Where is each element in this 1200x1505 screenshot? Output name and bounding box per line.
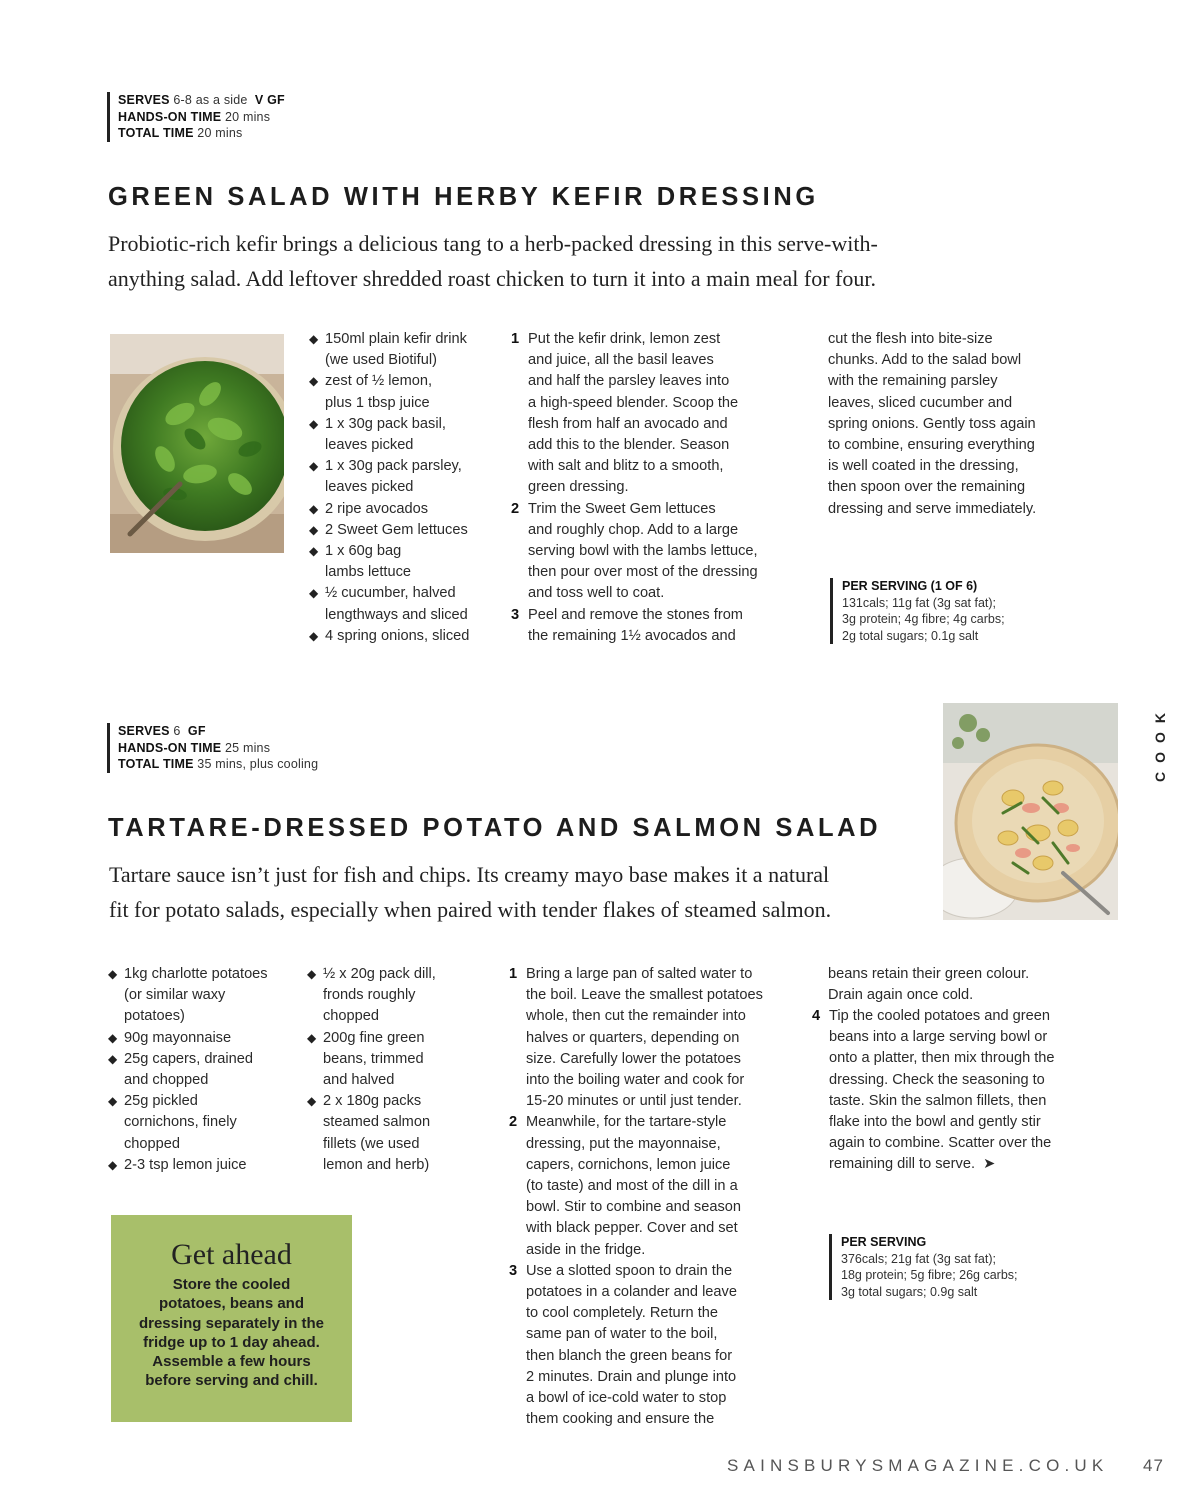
footer-url: SAINSBURYSMAGAZINE.CO.UK [727,1456,1109,1475]
recipe2-title: TARTARE-DRESSED POTATO AND SALMON SALAD [108,814,882,842]
recipe1-meta: SERVES 6-8 as a side V GF HANDS-ON TIME 20 mins TOTAL TIME 20 mins [107,92,285,142]
ingredient-item: ◆ ½ cucumber, halved lengthways and sliced [309,583,499,625]
ingredient-item: ◆ 1 x 30g pack parsley, leaves picked [309,456,499,498]
method-step: 4 Tip the cooled potatoes and green beans into a large serving bowl or onto a platter, then mix through the dressing. Check the seasoning to taste. Skin the salmon fillets, then flake into the bowl and gently stir again to combine. Scatter over the remaining dill to serve. ➤ [812,1008,1055,1173]
ingredient-item: ◆ 200g fine green beans, trimmed and halved [307,1028,487,1092]
ingredient-item: ◆ ½ x 20g pack dill, fronds roughly chopped [307,964,487,1028]
recipe2-method-continued: beans retain their green colour. Drain again once cold. [828,966,1030,1004]
recipe2-nutrition: PER SERVING 376cals; 21g fat (3g sat fat); 18g protein; 5g fibre; 26g carbs; 3g total sugars; 0.9g salt [829,1234,1018,1300]
recipe1-method [511,329,801,647]
ingredient-item: ◆ 1 x 30g pack basil, leaves picked [309,414,499,456]
method-step: 3 Use a slotted spoon to drain the potatoes in a colander and leave to cool completely. Return the same pan of water to the boil, then blanch the green beans for 2 minutes. Drain and plunge into a bowl of ice-cold water to stop them cooking and ensure the [509,1262,737,1428]
recipe1-nutrition: PER SERVING (1 OF 6) 131cals; 11g fat (3g sat fat); 3g protein; 4g fibre; 4g carbs; 2g total sugars; 0.1g salt [830,578,1005,644]
potato-salmon-photo [943,703,1118,920]
method-step: 3 Peel and remove the stones from the remaining 1½ avocados and [511,606,743,644]
ingredient-item: ◆ 90g mayonnaise [108,1028,298,1049]
ingredient-item: ◆ 2-3 tsp lemon juice [108,1155,298,1176]
section-label-cook: COOK [1152,704,1168,782]
page-number: 47 [1143,1456,1164,1475]
continue-arrow-icon: ➤ [983,1156,996,1173]
ingredient-item: ◆ zest of ½ lemon, plus 1 tbsp juice [309,371,499,413]
recipe1-method-continued: cut the flesh into bite-size chunks. Add to the salad bowl with the remaining parsley leaves, sliced cucumber and spring onions. Gently toss again to combine, ensuring everything is well coated in the dressing, then spoon over the remaining dressing and serve immediately. [828,331,1037,517]
recipe1-intro: Probiotic-rich kefir brings a delicious tang to a herb-packed dressing in this serve-with- anything salad. Add leftover shredded roast chicken to turn it into a main meal for four. [108,231,878,291]
method-step: 2 Meanwhile, for the tartare-style dressing, put the mayonnaise, capers, cornichons, lemon juice (to taste) and most of the dill in a bowl. Stir to combine and season with black pepper. Cover and set aside in the fridge. [509,1114,741,1258]
recipe2-meta: SERVES 6 GF HANDS-ON TIME 25 mins TOTAL TIME 35 mins, plus cooling [107,723,318,773]
ingredient-item: ◆ 2 ripe avocados [309,499,499,520]
get-ahead-box [111,1215,352,1422]
get-ahead-body: Store the cooled potatoes, beans and dressing separately in the fridge up to 1 day ahead. Assemble a few hours before serving and chill. [138,1276,325,1390]
ingredient-item: ◆ 4 spring onions, sliced [309,626,499,647]
ingredient-item: ◆ 1kg charlotte potatoes (or similar waxy potatoes) [108,964,298,1028]
method-step: 1 Put the kefir drink, lemon zest and juice, all the basil leaves and half the parsley leaves into a high-speed blender. Scoop the flesh from half an avocado and add this to the blender. Season with salt and blitz to a smooth, green dressing. [511,331,739,496]
ingredient-item: ◆ 150ml plain kefir drink (we used Biotiful) [309,329,499,371]
get-ahead-title: Get ahead [171,1238,292,1271]
method-step: 2 Trim the Sweet Gem lettuces and roughly chop. Add to a large serving bowl with the lambs lettuce, then pour over most of the dressing and toss well to coat. [511,500,758,602]
ingredient-item: ◆ 2 Sweet Gem lettuces [309,520,499,541]
green-salad-photo [110,334,284,553]
recipe2-method-step4 [812,1006,1102,1176]
recipe2-ingredients-col2 [307,964,487,1176]
ingredient-item: ◆ 2 x 180g packs steamed salmon fillets (we used lemon and herb) [307,1091,487,1176]
ingredient-item: ◆ 1 x 60g bag lambs lettuce [309,541,499,583]
ingredient-item: ◆ 25g capers, drained and chopped [108,1049,298,1091]
recipe2-method [509,964,809,1430]
recipe1-title: GREEN SALAD WITH HERBY KEFIR DRESSING [108,183,819,211]
recipe2-intro: Tartare sauce isn’t just for fish and chips. Its creamy mayo base makes it a natural fit for potato salads, especially when paired with tender flakes of steamed salmon. [109,862,832,922]
recipe2-ingredients-col1 [108,964,298,1176]
method-step: 1 Bring a large pan of salted water to the boil. Leave the smallest potatoes whole, then cut the remainder into halves or quarters, depending on size. Carefully lower the potatoes into the boiling water and cook for 15-20 minutes or until just tender. [509,966,763,1110]
ingredient-item: ◆ 25g pickled cornichons, finely chopped [108,1091,298,1155]
recipe1-ingredients [309,329,499,647]
